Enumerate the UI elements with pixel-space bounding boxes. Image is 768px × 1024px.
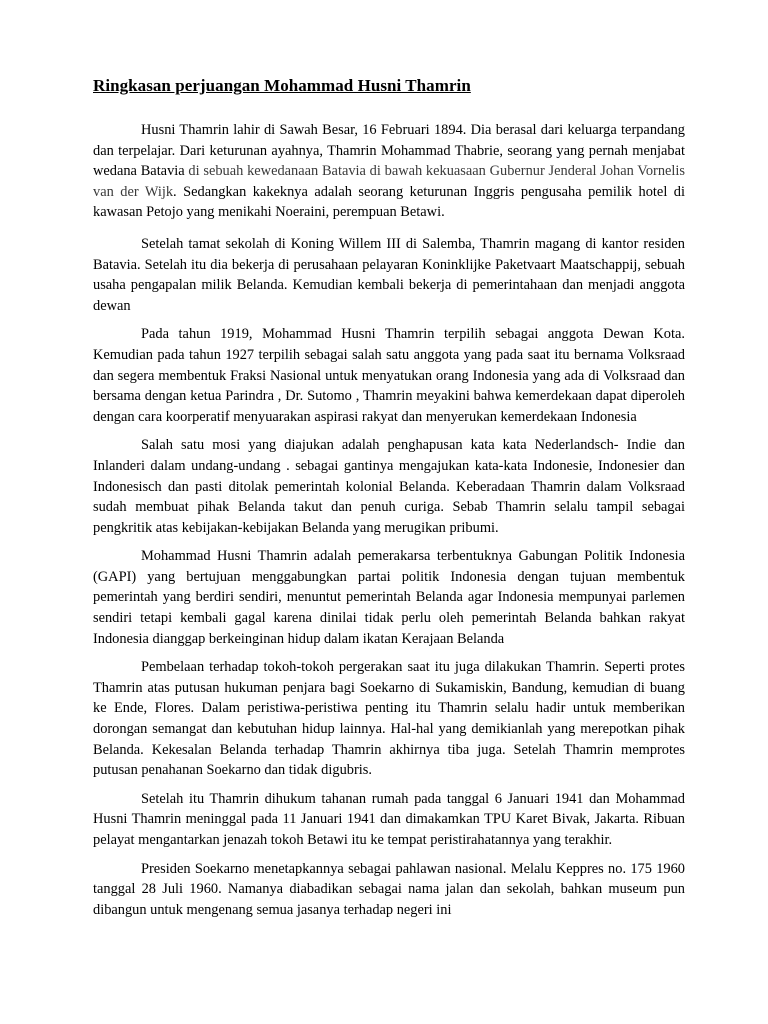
paragraph-birth-family [93,120,685,223]
paragraph-text: Husni Thamrin lahir di Sawah Besar, 16 Februari 1894. Dia berasal dari keluarga terpandang dan terpelajar. Dari keturunan ayahnya, Thamrin Mohammad Thabrie, seorang yang pernah menjabat wedana Batavia [93,122,685,180]
paragraph-defense: Pembelaan terhadap tokoh-tokoh pergerakan saat itu juga dilakukan Thamrin. Seperti protes Thamrin atas putusan hukuman penjara bagi Soekarno di Sukamiskin, Bandung, kemudian di buang ke Ende, Flores. Dalam peristiwa-peristiwa penting itu Thamrin selalu hadir untuk memberikan dorongan semangat dan kebutuhan hidup lainnya. Hal-hal yang demikianlah yang merepotkan pihak Belanda. Kekesalan Belanda terhadap Thamrin akhirnya tiba juga. Setelah Thamrin memprotes putusan penahanan Soekarno dan tidak digubris. [93,659,685,779]
paragraph-gapi: Mohammad Husni Thamrin adalah pemerakarsa terbentuknya Gabungan Politik Indonesia (GAPI) yang bertujuan menggabungkan partai politik Indonesia dengan tujuan membentuk pemerintah yang berdiri sendiri, menuntut pemerintah Belanda agar Indonesia mempunyai parlemen sendiri tetapi kembali gagal karena dinilai tidak perlu oleh pemerintah Belanda bahkan rakyat Indonesia dianggap berkeinginan hidup dalam ikatan Kerajaan Belanda [93,548,685,647]
paragraph-education-career: Setelah tamat sekolah di Koning Willem III di Salemba, Thamrin magang di kantor residen Batavia. Setelah itu dia bekerja di perusahaan pelayaran Koninklijke Paketvaart Maatschappij, sebuah usaha pengapalan milik Belanda. Kemudian kembali bekerja di pemerintahaan dan menjadi anggota dewan [93,235,685,314]
document-page [93,74,685,928]
document-title: Ringkasan perjuangan Mohammad Husni Thamrin [93,76,471,95]
paragraph-national-hero: Presiden Soekarno menetapkannya sebagai pahlawan nasional. Melalu Keppres no. 175 1960 tanggal 28 Juli 1960. Namanya diabadikan sebagai nama jalan dan sekolah, bahkan museum pun dibangun untuk mengenang semua jasanya terhadap negeri ini [93,860,685,918]
paragraph-motion: Salah satu mosi yang diajukan adalah penghapusan kata kata Nederlandsch- Indie dan Inlanderi dalam undang-undang . sebagai gantinya mengajukan kata-kata Indonesie, Indonesier dan Indonesisch dan pasti ditolak pemerintah kolonial Belanda. Keberadaan Thamrin dalam Volksraad sudah membuat pihak Belanda takut dan penuh curiga. Sebab Thamrin selalu tampil sebagai pengkritik atas kebijakan-kebijakan Belanda yang merugikan pribumi. [93,437,685,536]
highlighted-text: di sebuah kewedanaan Batavia di bawah kekuasaan Gubernur Jenderal Johan Vornelis van der Wijk [93,163,686,200]
paragraph-text: . Sedangkan kakeknya adalah seorang keturunan Inggris pengusaha pemilik hotel di kawasan Petojo yang menikahi Noeraini, perempuan Betawi. [93,183,685,221]
paragraph-death: Setelah itu Thamrin dihukum tahanan rumah pada tanggal 6 Januari 1941 dan Mohammad Husni Thamrin meninggal pada 11 Januari 1941 dan dimakamkan TPU Karet Bivak, Jakarta. Ribuan pelayat mengantarkan jenazah tokoh Betawi itu ke tempat peristirahatannya yang terakhir. [93,790,685,848]
paragraph-volksraad: Pada tahun 1919, Mohammad Husni Thamrin terpilih sebagai anggota Dewan Kota. Kemudian pada tahun 1927 terpilih sebagai salah satu anggota yang pada saat itu bernama Volksraad dan segera membentuk Fraksi Nasional untuk menyatukan orang Indonesia yang ada di Volksraad dan bersama dengan ketua Parindra , Dr. Sutomo , Thamrin meyakini bahwa kemerdekaan dapat diperoleh dengan cara koorperatif menyuarakan aspirasi rakyat dan menyerukan kemerdekaan Indonesia [93,326,685,425]
